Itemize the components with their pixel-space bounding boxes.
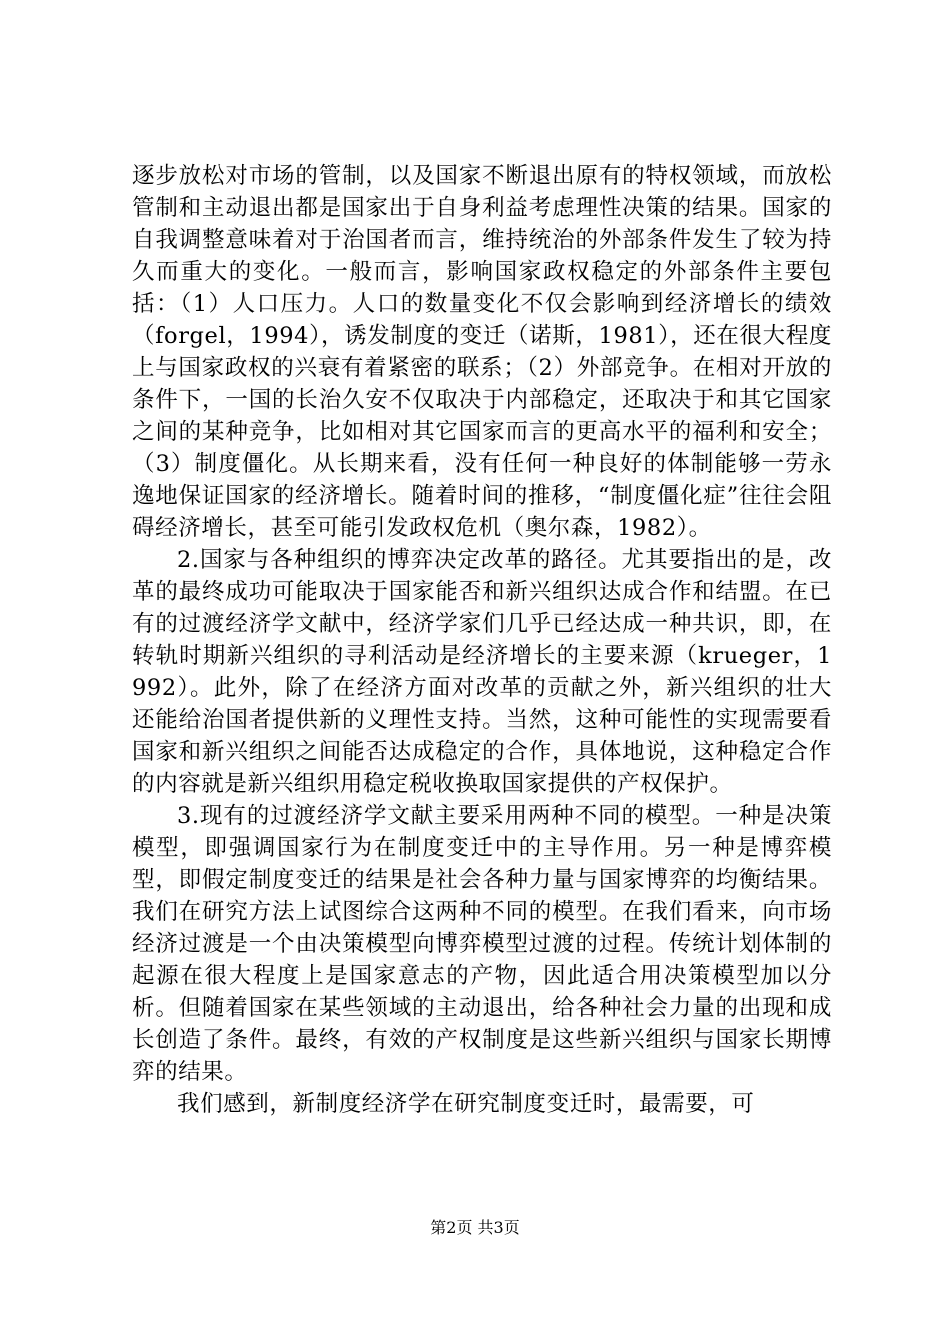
paragraph-point-2: 2.国家与各种组织的博弈决定改革的路径。尤其要指出的是，改革的最终成功可能取决于国家能否和新兴组织达成合作和结盟。在已有的过渡经济学文献中，经济学家们几乎已经达成一种共识，即，在转轨时期新兴组织的寻利活动是经济增长的主要来源（krueger，1992）。此外，除了在经济方面对改革的贡献之外，新兴组织的壮大还能给治国者提供新的义理性支持。当然，这种可能性的实现需要看国家和新兴组织之间能否达成稳定的合作，具体地说，这种稳定合作的内容就是新兴组织用稳定税收换取国家提供的产权保护。 <box>132 547 832 797</box>
document-body <box>132 160 832 1120</box>
paragraph-closing: 我们感到，新制度经济学在研究制度变迁时，最需要，可 <box>177 1091 755 1117</box>
paragraph-continuation: 逐步放松对市场的管制，以及国家不断退出原有的特权领域，而放松管制和主动退出都是国家出于自身利益考虑理性决策的结果。国家的自我调整意味着对于治国者而言，维持统治的外部条件发生了较为持久而重大的变化。一般而言，影响国家政权稳定的外部条件主要包括：（1）人口压力。人口的数量变化不仅会影响到经济增长的绩效（forgel，1994），诱发制度的变迁（诺斯，1981），还在很大程度上与国家政权的兴衰有着紧密的联系；（2）外部竞争。在相对开放的条件下，一国的长治久安不仅取决于内部稳定，还取决于和其它国家之间的某种竞争，比如相对其它国家而言的更高水平的福利和安全；（3）制度僵化。从长期来看，没有任何一种良好的体制能够一劳永逸地保证国家的经济增长。随着时间的推移，“制度僵化症”往往会阻碍经济增长，甚至可能引发政权危机（奥尔森，1982）。 <box>132 163 832 541</box>
page-footer: 第2页 共3页 <box>430 1218 520 1237</box>
paragraph-point-3: 3.现有的过渡经济学文献主要采用两种不同的模型。一种是决策模型，即强调国家行为在制度变迁中的主导作用。另一种是博弈模型，即假定制度变迁的结果是社会各种力量与国家博弈的均衡结果。我们在研究方法上试图综合这两种不同的模型。在我们看来，向市场经济过渡是一个由决策模型向博弈模型过渡的过程。传统计划体制的起源在很大程度上是国家意志的产物，因此适合用决策模型加以分析。但随着国家在某些领域的主动退出，给各种社会力量的出现和成长创造了条件。最终，有效的产权制度是这些新兴组织与国家长期博弈的结果。 <box>132 803 832 1085</box>
